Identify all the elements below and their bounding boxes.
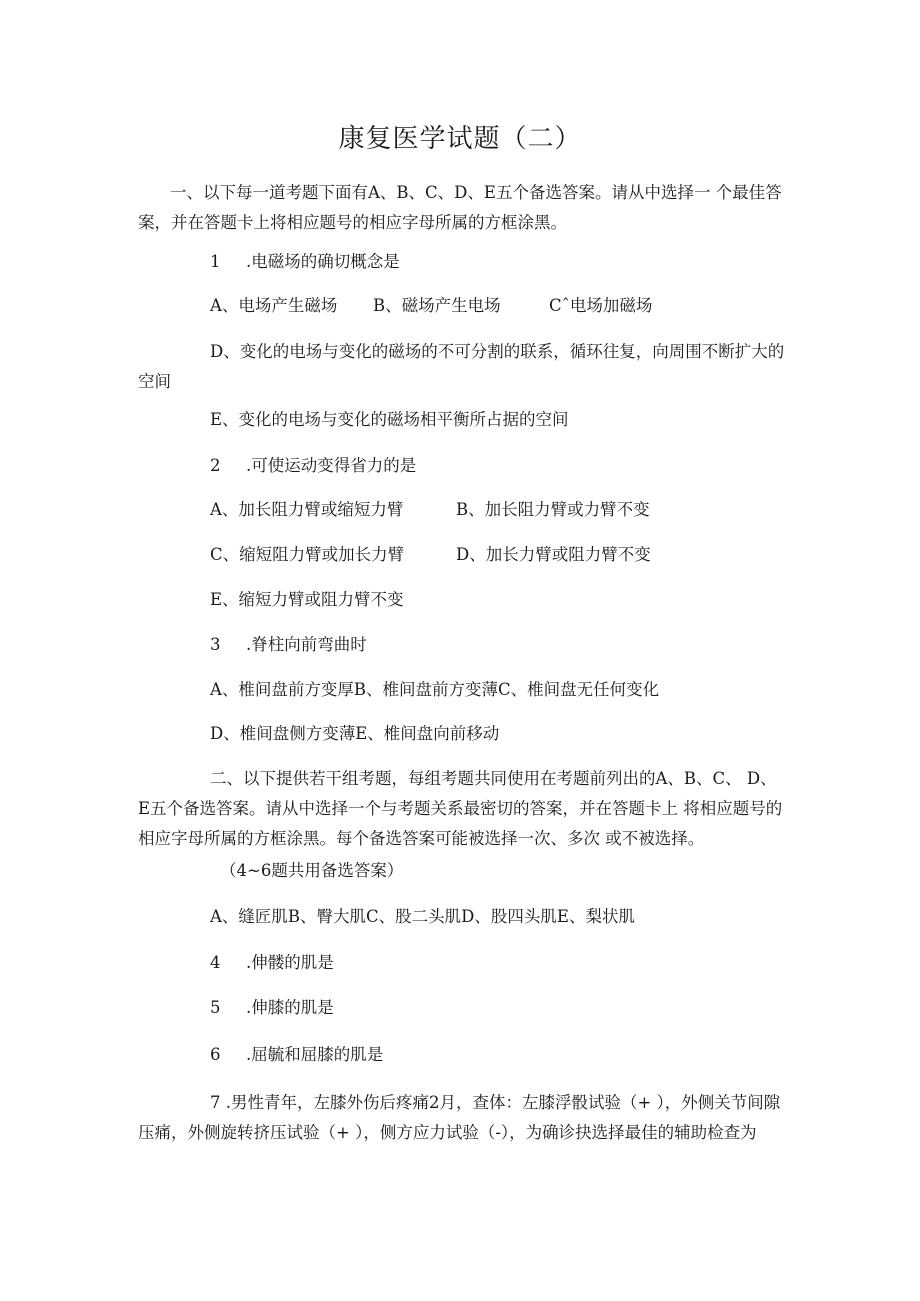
group-4-6-label: （4~6题共用备选答案） xyxy=(220,861,404,880)
question-2-option-b: B、加长阻力臂或力臂不变 xyxy=(456,500,650,519)
question-5 xyxy=(210,1000,334,1017)
question-2-option-a: A、加长阻力臂或缩短力臂 xyxy=(210,500,404,519)
question-1-option-e: E、变化的电场与变化的磁场相平衡所占据的空间 xyxy=(210,410,569,429)
question-1-option-a: A、电场产生磁场 xyxy=(210,296,338,315)
question-4-number: 4 xyxy=(210,953,221,972)
question-5-number: 5 xyxy=(210,998,221,1017)
question-3 xyxy=(210,637,367,654)
question-5-stem: .伸膝的肌是 xyxy=(246,998,334,1017)
question-4 xyxy=(210,955,334,972)
question-1-stem: .电磁场的确切概念是 xyxy=(246,252,400,271)
page-title: 康复医学试题（二） xyxy=(338,124,582,154)
group-4-6-options: A、缝匠肌B、臀大肌C、股二头肌D、股四头肌E、梨状肌 xyxy=(210,907,635,926)
question-6 xyxy=(210,1047,383,1064)
question-1-options-abc xyxy=(210,298,652,315)
question-2-stem: .可使运动变得省力的是 xyxy=(246,456,417,475)
question-7: 7 .男性青年，左膝外伤后疼痛2月，查体：左膝浮骰试验（+ ），外侧关节间隙压痛，外侧旋转挤压试验（+ ），侧方应力试验（-），为确诊抉选择最佳的辅助检查为 xyxy=(138,1093,781,1142)
section-2-instructions: 二、以下提供若干组考题，每组考题共同使用在考题前列出的A、B、C、 D、E五个备选答案。请从中选择一个与考题关系最密切的答案，并在答题卡上 将相应题号的相应字母所属的方框涂黑。每个备选答案可能被选择一次、多次 或不被选择。 xyxy=(138,769,783,848)
question-2-option-e: E、缩短力臂或阻力臂不变 xyxy=(210,590,404,609)
section-1-instructions: 一、以下每一道考题下面有A、B、C、D、E五个备选答案。请从中选择一 个最佳答案，并在答题卡上将相应题号的相应字母所属的方框涂黑。 xyxy=(138,183,782,232)
question-3-options-line-2: D、椎间盘侧方变薄E、椎间盘向前移动 xyxy=(210,724,500,743)
question-2 xyxy=(210,458,416,475)
question-2-option-c: C、缩短阻力臂或加长力臂 xyxy=(210,545,405,564)
question-1-option-d xyxy=(138,337,786,397)
question-1-option-c: Cˆ电场加磁场 xyxy=(549,296,653,315)
question-6-stem: .屈毓和屈膝的肌是 xyxy=(246,1045,384,1064)
question-2-options-ab xyxy=(210,502,650,519)
question-1-option-b: B、磁场产生电场 xyxy=(373,296,501,315)
question-3-options-line-1: A、椎间盘前方变厚B、椎间盘前方变薄C、椎间盘无任何变化 xyxy=(210,680,660,699)
question-2-number: 2 xyxy=(210,456,221,475)
question-6-number: 6 xyxy=(210,1045,221,1064)
question-1-number: 1 xyxy=(210,252,221,271)
question-2-options-cd xyxy=(210,547,651,564)
question-2-option-d: D、加长力臂或阻力臂不变 xyxy=(456,545,651,564)
question-4-stem: .伸髅的肌是 xyxy=(246,953,334,972)
question-3-number: 3 xyxy=(210,635,221,654)
question-3-stem: .脊柱向前弯曲时 xyxy=(246,635,367,654)
question-1 xyxy=(210,254,400,271)
question-1-option-d-text: D、变化的电场与变化的磁场的不可分割的联系，循环往复，向周围不断扩大的空间 xyxy=(138,342,785,391)
